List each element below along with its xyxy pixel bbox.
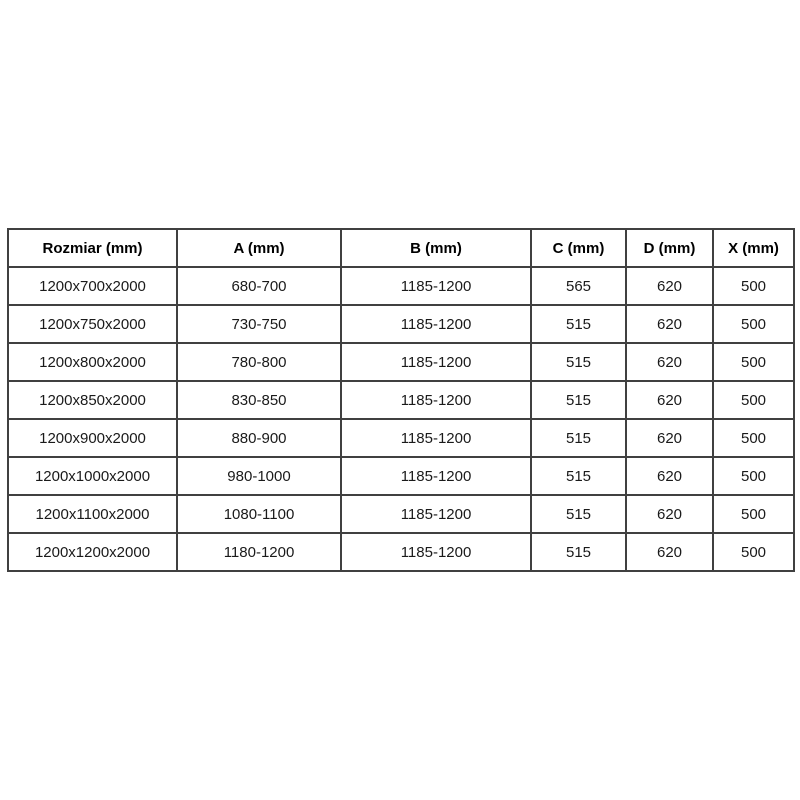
table-cell-rozmiar: 1200x750x2000 [8,305,177,343]
column-header-rozmiar: Rozmiar (mm) [8,229,177,267]
table-cell-c: 515 [531,305,626,343]
table-cell-b: 1185-1200 [341,305,531,343]
table-cell-c: 515 [531,533,626,571]
table-cell-x: 500 [713,457,794,495]
table-row [8,419,794,457]
table-cell-c: 515 [531,343,626,381]
table-cell-d: 620 [626,343,713,381]
column-header-b: B (mm) [341,229,531,267]
table-row [8,267,794,305]
table-cell-d: 620 [626,267,713,305]
table-cell-rozmiar: 1200x850x2000 [8,381,177,419]
table-row [8,495,794,533]
table-cell-d: 620 [626,419,713,457]
table-header-row [8,229,794,267]
table-cell-a: 780-800 [177,343,341,381]
table-row [8,305,794,343]
table-cell-d: 620 [626,533,713,571]
table-cell-b: 1185-1200 [341,343,531,381]
table-cell-a: 880-900 [177,419,341,457]
table-row [8,457,794,495]
table-cell-x: 500 [713,533,794,571]
table-cell-a: 1180-1200 [177,533,341,571]
table-cell-b: 1185-1200 [341,495,531,533]
table-cell-rozmiar: 1200x1200x2000 [8,533,177,571]
table-cell-rozmiar: 1200x700x2000 [8,267,177,305]
table-cell-rozmiar: 1200x1000x2000 [8,457,177,495]
table-cell-b: 1185-1200 [341,419,531,457]
table-cell-b: 1185-1200 [341,381,531,419]
table-cell-a: 830-850 [177,381,341,419]
table-row [8,381,794,419]
table-cell-d: 620 [626,381,713,419]
dimensions-table [7,228,795,572]
table-cell-a: 980-1000 [177,457,341,495]
table-cell-b: 1185-1200 [341,267,531,305]
table-cell-c: 515 [531,457,626,495]
table-cell-x: 500 [713,267,794,305]
table-cell-c: 515 [531,495,626,533]
table-cell-a: 680-700 [177,267,341,305]
table-cell-x: 500 [713,381,794,419]
table-cell-d: 620 [626,457,713,495]
table-cell-a: 1080-1100 [177,495,341,533]
table-cell-c: 515 [531,419,626,457]
column-header-c: C (mm) [531,229,626,267]
table-row [8,343,794,381]
table-cell-x: 500 [713,343,794,381]
column-header-a: A (mm) [177,229,341,267]
table-cell-a: 730-750 [177,305,341,343]
table-cell-x: 500 [713,495,794,533]
column-header-d: D (mm) [626,229,713,267]
table-cell-d: 620 [626,305,713,343]
table-row [8,533,794,571]
table-cell-c: 515 [531,381,626,419]
table-cell-rozmiar: 1200x900x2000 [8,419,177,457]
table-cell-b: 1185-1200 [341,457,531,495]
table-cell-x: 500 [713,305,794,343]
table-cell-b: 1185-1200 [341,533,531,571]
table-cell-x: 500 [713,419,794,457]
table-cell-rozmiar: 1200x800x2000 [8,343,177,381]
table-cell-rozmiar: 1200x1100x2000 [8,495,177,533]
table-cell-c: 565 [531,267,626,305]
table-cell-d: 620 [626,495,713,533]
column-header-x: X (mm) [713,229,794,267]
